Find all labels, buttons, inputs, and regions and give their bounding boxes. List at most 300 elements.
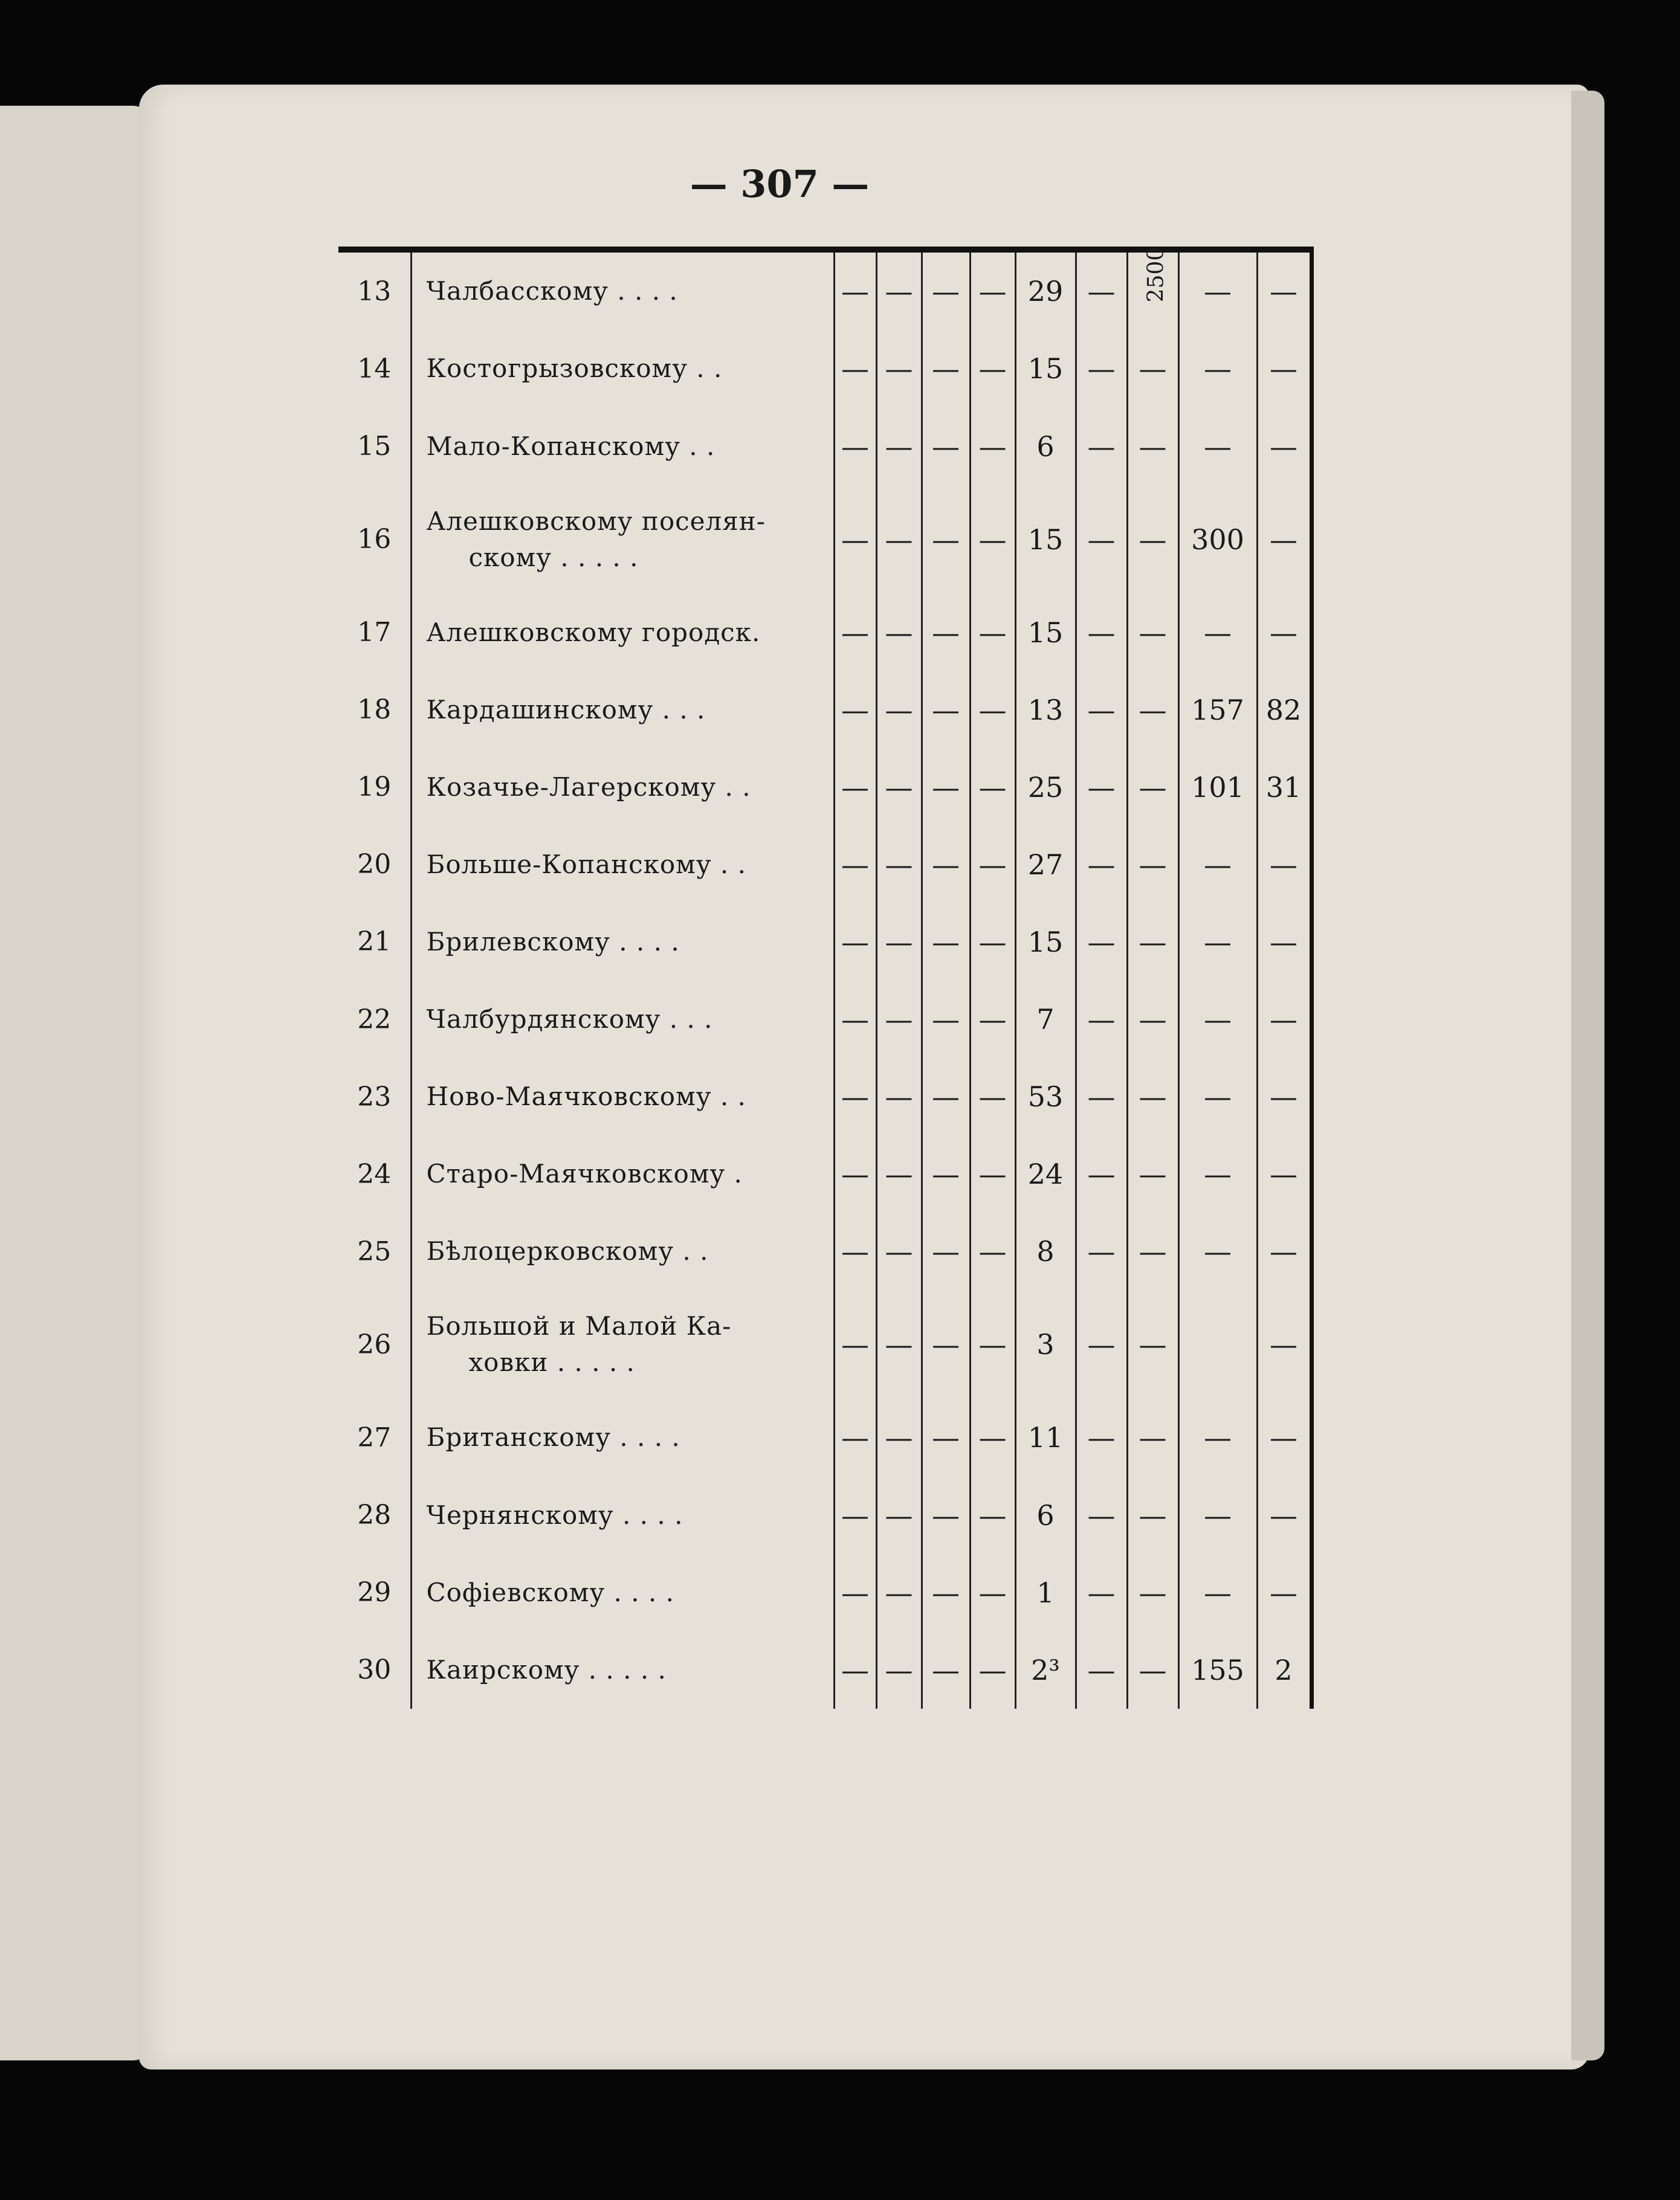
table-cell (1127, 594, 1178, 671)
table-cell (970, 1631, 1015, 1709)
cell-value: — (932, 1003, 960, 1036)
cell-value: 8 (1036, 1235, 1055, 1268)
table-row (338, 1135, 1311, 1213)
cell-value: — (1087, 616, 1116, 649)
cell-value: — (1139, 925, 1167, 958)
row-number: 28 (338, 1476, 411, 1553)
table-cell (876, 903, 922, 981)
cell-value: — (1087, 1498, 1116, 1532)
cell-value: — (1270, 1328, 1297, 1361)
table-cell (1257, 903, 1311, 981)
cell-value: — (1139, 1421, 1167, 1454)
table-cell (876, 1554, 922, 1631)
table-row (338, 250, 1311, 330)
cell-value: — (1204, 925, 1232, 958)
cell-value: — (932, 430, 960, 463)
table-cell (834, 981, 876, 1058)
table-cell (1257, 1631, 1311, 1709)
table-cell (1015, 407, 1076, 485)
table-cell (970, 594, 1015, 671)
table-cell (970, 1135, 1015, 1213)
table-cell (922, 1135, 970, 1213)
cell-value: 29 (1027, 275, 1064, 308)
table-row (338, 1213, 1311, 1290)
cell-value: — (841, 1498, 869, 1532)
table-cell (1015, 1213, 1076, 1290)
cell-value: — (885, 925, 913, 958)
cell-value: — (841, 1003, 869, 1036)
table-cell (876, 407, 922, 485)
table-cell (1015, 1476, 1076, 1553)
cell-value: — (978, 616, 1007, 649)
settlement-name-line: Софіевскому . . . . (426, 1577, 674, 1607)
cell-value: 25 (1027, 770, 1064, 804)
table-cell (834, 671, 876, 749)
table-cell (876, 749, 922, 826)
table-cell (1257, 981, 1311, 1058)
table-cell (1076, 485, 1127, 594)
settlement-name-continuation: скому . . . . . (468, 542, 639, 572)
table-cell (1015, 671, 1076, 749)
statistics-table (338, 247, 1314, 1709)
table-cell (1257, 250, 1311, 330)
table-cell (834, 749, 876, 826)
table-cell (876, 330, 922, 407)
table-cell (1178, 826, 1257, 903)
table-cell (922, 407, 970, 485)
settlement-name (411, 981, 834, 1058)
table-cell (1076, 1554, 1127, 1631)
table-cell (1015, 1631, 1076, 1709)
table-cell (876, 1290, 922, 1399)
settlement-name (411, 594, 834, 671)
table-cell (1178, 1399, 1257, 1476)
settlement-name-line: Чалбурдянскому . . . (426, 1004, 713, 1034)
cell-value: 15 (1027, 352, 1064, 385)
settlement-name-line: Брилевскому . . . . (426, 926, 680, 956)
table-cell (1178, 1213, 1257, 1290)
cell-value: — (1270, 523, 1297, 556)
row-number: 13 (338, 250, 411, 330)
cell-value: — (978, 1158, 1007, 1191)
table-cell (970, 1399, 1015, 1476)
cell-value: — (1139, 1080, 1167, 1114)
cell-value: — (841, 848, 869, 881)
cell-value: — (932, 275, 960, 308)
cell-value: — (1270, 1421, 1297, 1454)
settlement-name-line: Большой и Малой Ка- (426, 1311, 732, 1341)
row-number: 19 (338, 749, 411, 826)
cell-value: 31 (1265, 770, 1302, 804)
table-cell (1127, 1135, 1178, 1213)
table-cell (922, 250, 970, 330)
table-cell (834, 1135, 876, 1213)
cell-value: — (932, 1235, 960, 1268)
cell-value: — (885, 693, 913, 726)
settlement-name (411, 1290, 834, 1399)
cell-value: 2 (1275, 1653, 1293, 1686)
settlement-name-line: Больше-Копанскому . . (426, 849, 746, 879)
row-number: 21 (338, 903, 411, 981)
table-cell (970, 1554, 1015, 1631)
cell-value: — (1139, 352, 1167, 385)
cell-value: — (1087, 770, 1116, 804)
cell-value: — (1204, 1498, 1232, 1532)
cell-value: — (885, 275, 913, 308)
cell-value: 6 (1036, 430, 1055, 463)
table-cell (1076, 594, 1127, 671)
table-cell (922, 1476, 970, 1553)
table-cell (1015, 1554, 1076, 1631)
settlement-name-line: Костогрызовскому . . (426, 353, 723, 384)
table-cell (1127, 1213, 1178, 1290)
cell-value: 155 (1191, 1653, 1244, 1686)
settlement-name-line: Каирскому . . . . . (426, 1654, 667, 1685)
cell-value: — (1139, 523, 1167, 556)
cell-value: 157 (1191, 693, 1244, 726)
table-cell (876, 1058, 922, 1135)
cell-value: — (1087, 1576, 1116, 1609)
cell-value: — (978, 430, 1007, 463)
settlement-name-line: Чернянскому . . . . (426, 1500, 683, 1530)
cell-value: — (885, 1576, 913, 1609)
cell-value: — (978, 925, 1007, 958)
row-number: 26 (338, 1290, 411, 1399)
cell-value: — (1270, 1235, 1297, 1268)
cell-value: — (978, 1003, 1007, 1036)
row-number: 29 (338, 1554, 411, 1631)
cell-value: — (932, 693, 960, 726)
cell-value: 15 (1027, 616, 1064, 649)
row-number: 27 (338, 1399, 411, 1476)
table-cell (1076, 749, 1127, 826)
table-cell (970, 1290, 1015, 1399)
row-number: 17 (338, 594, 411, 671)
table-cell (970, 749, 1015, 826)
cell-value: 7 (1036, 1003, 1055, 1036)
table-cell (834, 407, 876, 485)
cell-value: — (1270, 1080, 1297, 1114)
table-cell (1076, 671, 1127, 749)
table-cell (970, 1058, 1015, 1135)
cell-value: — (841, 275, 869, 308)
table-cell (1015, 485, 1076, 594)
settlement-name-line: Старо-Маячковскому . (426, 1159, 743, 1189)
cell-value: — (978, 1080, 1007, 1114)
cell-value: 13 (1027, 693, 1064, 726)
cell-value: — (885, 1003, 913, 1036)
table-cell (1257, 1399, 1311, 1476)
table-cell (834, 1476, 876, 1553)
cell-value: — (1270, 275, 1297, 308)
table-cell (1127, 1290, 1178, 1399)
table-cell (876, 671, 922, 749)
row-number: 24 (338, 1135, 411, 1213)
cell-value: — (885, 1235, 913, 1268)
settlement-name (411, 1554, 834, 1631)
table-cell (922, 1631, 970, 1709)
table-cell (1076, 330, 1127, 407)
settlement-name (411, 903, 834, 981)
table-cell (970, 1476, 1015, 1553)
table-cell (1076, 826, 1127, 903)
table-cell (1257, 407, 1311, 485)
cell-value: — (841, 1653, 869, 1686)
page-edge (1571, 91, 1604, 2060)
table-row (338, 749, 1311, 826)
table-cell (1076, 1135, 1127, 1213)
cell-value: — (978, 770, 1007, 804)
table-cell (970, 485, 1015, 594)
table-row (338, 1476, 1311, 1553)
cell-value: — (885, 523, 913, 556)
cell-value: — (1087, 1235, 1116, 1268)
table-cell (1257, 826, 1311, 903)
table-row (338, 1058, 1311, 1135)
settlement-name-line: Чалбасскому . . . . (426, 276, 678, 306)
cell-value: 1 (1036, 1576, 1055, 1609)
cell-value: — (932, 352, 960, 385)
cell-value: — (1087, 1421, 1116, 1454)
table-cell (1015, 1058, 1076, 1135)
table-cell (1015, 594, 1076, 671)
cell-value: 24 (1027, 1158, 1064, 1191)
table-cell (834, 1058, 876, 1135)
settlement-name (411, 485, 834, 594)
table-cell (834, 1399, 876, 1476)
table-cell (1015, 250, 1076, 330)
settlement-name-continuation: ховки . . . . . (468, 1347, 635, 1378)
cell-value: — (1139, 1498, 1167, 1532)
table-cell (1178, 1476, 1257, 1553)
settlement-name (411, 1476, 834, 1553)
cell-value: 2500 (1143, 247, 1168, 303)
table-cell (1257, 594, 1311, 671)
cell-value: — (1204, 848, 1232, 881)
cell-value: 300 (1191, 523, 1244, 556)
cell-value: 11 (1027, 1421, 1064, 1454)
table-cell (1178, 1290, 1257, 1399)
table-cell (1178, 903, 1257, 981)
cell-value: — (978, 523, 1007, 556)
table-cell (1178, 407, 1257, 485)
table-row (338, 981, 1311, 1058)
table-cell (1178, 1554, 1257, 1631)
table-row (338, 903, 1311, 981)
cell-value: — (978, 1328, 1007, 1361)
table-cell (1015, 903, 1076, 981)
cell-value: — (1087, 352, 1116, 385)
cell-value: — (1204, 1158, 1232, 1191)
cell-value: — (841, 925, 869, 958)
table-cell (1076, 981, 1127, 1058)
cell-value: — (841, 1235, 869, 1268)
row-number: 22 (338, 981, 411, 1058)
cell-value: — (1270, 616, 1297, 649)
table-cell (1257, 485, 1311, 594)
cell-value: — (841, 352, 869, 385)
cell-value: — (885, 1158, 913, 1191)
table-cell (1127, 247, 1178, 330)
settlement-name (411, 826, 834, 903)
settlement-name (411, 1399, 834, 1476)
table-cell (876, 1135, 922, 1213)
cell-value: — (932, 1080, 960, 1114)
cell-value: — (1087, 1003, 1116, 1036)
table-cell (922, 1554, 970, 1631)
cell-value: — (1087, 1080, 1116, 1114)
cell-value: — (1139, 1576, 1167, 1609)
cell-value: — (1204, 1235, 1232, 1268)
settlement-name (411, 671, 834, 749)
cell-value: — (885, 1328, 913, 1361)
table-cell (922, 1058, 970, 1135)
cell-value: 101 (1191, 770, 1244, 804)
table-cell (922, 671, 970, 749)
cell-value: — (1139, 1235, 1167, 1268)
cell-value: — (932, 770, 960, 804)
settlement-name-line: Кардашинскому . . . (426, 694, 706, 724)
settlement-name (411, 330, 834, 407)
cell-value: — (1139, 1328, 1167, 1361)
table-cell (1127, 485, 1178, 594)
table-cell (1127, 330, 1178, 407)
cell-value: — (885, 770, 913, 804)
table-cell (1178, 250, 1257, 330)
settlement-name-line: Козачье-Лагерскому . . (426, 772, 751, 802)
cell-value: — (1204, 1080, 1232, 1114)
row-number: 23 (338, 1058, 411, 1135)
settlement-name (411, 749, 834, 826)
row-number: 20 (338, 826, 411, 903)
table-cell (1127, 826, 1178, 903)
settlement-name (411, 1213, 834, 1290)
cell-value: — (1204, 430, 1232, 463)
cell-value: 3 (1036, 1328, 1055, 1361)
cell-value: — (1270, 1576, 1297, 1609)
cell-value: — (978, 1421, 1007, 1454)
cell-value: — (1087, 1653, 1116, 1686)
table-cell (922, 1213, 970, 1290)
table-cell (922, 826, 970, 903)
row-number: 15 (338, 407, 411, 485)
cell-value: — (932, 1653, 960, 1686)
settlement-name (411, 1631, 834, 1709)
cell-value: — (1139, 848, 1167, 881)
cell-value: — (1204, 275, 1232, 308)
table-cell (1127, 903, 1178, 981)
cell-value: — (885, 1653, 913, 1686)
table-cell (1178, 485, 1257, 594)
settlement-name-line: Британскому . . . . (426, 1422, 680, 1453)
table-cell (876, 1399, 922, 1476)
table-cell (1076, 1399, 1127, 1476)
cell-value: — (885, 352, 913, 385)
table-cell (1257, 1213, 1311, 1290)
cell-value: — (885, 1080, 913, 1114)
table-cell (834, 826, 876, 903)
table-cell (1178, 749, 1257, 826)
table-cell (970, 407, 1015, 485)
cell-value: — (1139, 1003, 1167, 1036)
table-cell (1076, 903, 1127, 981)
cell-value: — (1270, 848, 1297, 881)
cell-value: — (1204, 1421, 1232, 1454)
cell-value: — (841, 1080, 869, 1114)
table-cell (876, 981, 922, 1058)
cell-value: — (1139, 430, 1167, 463)
cell-value: — (841, 523, 869, 556)
cell-value: 6 (1036, 1498, 1055, 1532)
cell-value: — (1139, 1653, 1167, 1686)
table-cell (1257, 1554, 1311, 1631)
cell-value: — (1087, 925, 1116, 958)
table-cell (834, 1631, 876, 1709)
table-cell (1178, 1135, 1257, 1213)
table-cell (922, 485, 970, 594)
table-cell (1257, 330, 1311, 407)
table-cell (1015, 1290, 1076, 1399)
cell-value: — (932, 1158, 960, 1191)
cell-value: 15 (1027, 925, 1064, 958)
settlement-name-line: Мало-Копанскому . . (426, 431, 716, 461)
table-cell (1257, 1290, 1311, 1399)
table-cell (876, 1213, 922, 1290)
table-cell (1257, 671, 1311, 749)
table-cell (1127, 981, 1178, 1058)
cell-value: — (1139, 693, 1167, 726)
cell-value: — (978, 1498, 1007, 1532)
table-cell (1178, 981, 1257, 1058)
table-cell (1257, 1058, 1311, 1135)
cell-value: — (1087, 693, 1116, 726)
row-number: 25 (338, 1213, 411, 1290)
cell-value: — (1139, 616, 1167, 649)
table-cell (876, 250, 922, 330)
cell-value: — (885, 616, 913, 649)
cell-value: — (1270, 352, 1297, 385)
cell-value: — (841, 616, 869, 649)
cell-value: — (978, 275, 1007, 308)
cell-value: 15 (1027, 523, 1064, 556)
cell-value: — (1087, 1158, 1116, 1191)
table-cell (922, 1399, 970, 1476)
cell-value: — (978, 1576, 1007, 1609)
settlement-name-line: Алешковскому поселян- (426, 506, 766, 536)
table-cell (1076, 1213, 1127, 1290)
left-page-margin (0, 106, 151, 2060)
cell-value: — (1087, 430, 1116, 463)
table-cell (834, 330, 876, 407)
table-cell (876, 826, 922, 903)
cell-value: 2³ (1031, 1653, 1060, 1686)
settlement-name-line: Алешковскому городск. (426, 617, 761, 647)
table-cell (876, 1476, 922, 1553)
settlement-name (411, 250, 834, 330)
table-cell (1015, 826, 1076, 903)
table-row (338, 330, 1311, 407)
table-cell (970, 1213, 1015, 1290)
table-cell (970, 671, 1015, 749)
table-cell (1076, 1058, 1127, 1135)
cell-value: — (1087, 1328, 1116, 1361)
table-cell (1257, 749, 1311, 826)
table-cell (970, 826, 1015, 903)
table-row (338, 1399, 1311, 1476)
table-cell (1257, 1135, 1311, 1213)
table-cell (1127, 1476, 1178, 1553)
table-cell (970, 981, 1015, 1058)
